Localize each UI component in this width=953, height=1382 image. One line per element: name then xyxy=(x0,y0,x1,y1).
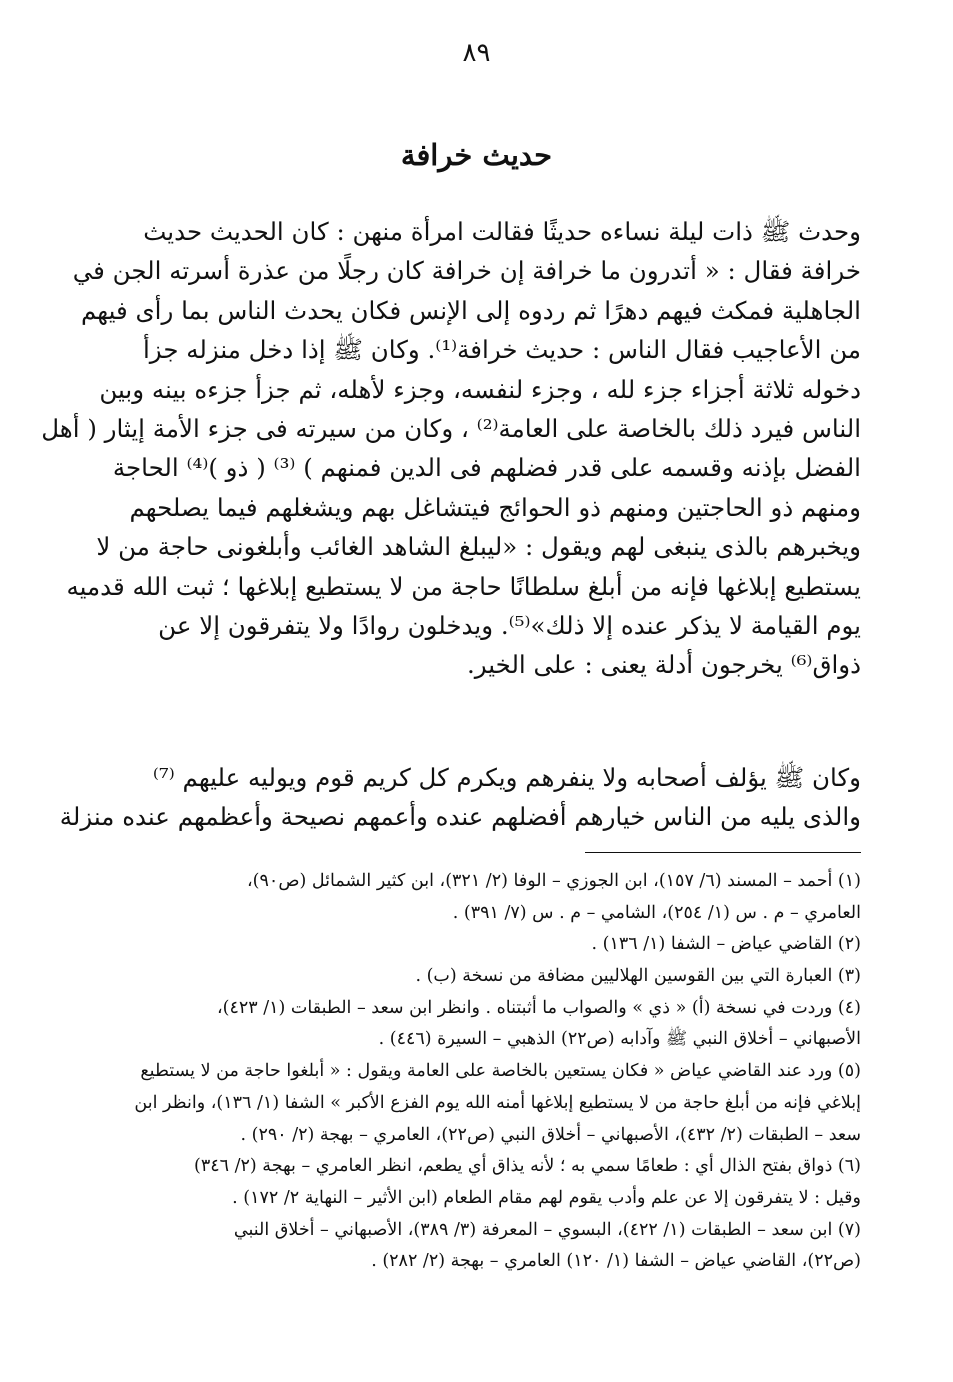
footnote-line: سعد – الطبقات (٢/ ٤٣٢)، الأصبهاني – أخلاق النبي (ص٢٢)، العامري – بهجة (٢/ ٢٩٠) . xyxy=(240,1124,861,1145)
footnote-line: (ص٢٢)، القاضي عياض – الشفا (١/ ١٢٠) العامري – بهجة (٢/ ٢٨٢) . xyxy=(371,1251,861,1272)
footnote-line: العامري – م . س (١/ ٢٥٤)، الشامي – م . س (٧/ ٣٩١) . xyxy=(452,902,861,923)
footnote-line: (٦) ذواق بفتح الذال أي : طعامًا سمي به ؛ لأنه يذاق أي يطعم، انظر العامري – بهجة (٢/ ٣٤٦) xyxy=(194,1156,861,1177)
text-line: الفضل بإذنه وقسمه على قدر فضلهم فى الدين فمنهم ) ⁽³⁾ ( ذو )⁽⁴⁾ الحاجة xyxy=(112,453,861,483)
text-line: والذى يليه من الناس خيارهم أفضلهم عنده وأعمهم نصيحة وأعظمهم عنده منزلة xyxy=(59,802,861,832)
text-line: خرافة فقال : « أتدرون ما خرافة إن خرافة كان رجلًا من عذرة أسرته الجن في xyxy=(72,256,861,286)
text-line: الجاهلية فمكث فيهم دهرًا ثم ردوه إلى الإنس فكان يحدث الناس بما رأى فيهم xyxy=(81,295,861,325)
paragraph-1 xyxy=(41,212,861,685)
chapter-title: حديث خرافة xyxy=(400,138,553,172)
footnotes xyxy=(134,866,861,1278)
footnote-line: وقيل : لا يتفرقون إلا عن علم وأدب يقوم لهم مقام الطعام (ابن الأثير – النهاية ٢/ ١٧٢) . xyxy=(232,1187,861,1208)
footnote-line: (٤) وردت في نسخة (أ) « ذي » والصواب ما أثبتناه . وانظر ابن سعد – الطبقات (١/ ٤٢٣)، xyxy=(216,997,861,1018)
footnote-line: (١) أحمد – المسند (٦/ ١٥٧)، ابن الجوزي – الوفا (٢/ ٣٢١)، ابن كثير الشمائل (ص٩٠)، xyxy=(247,871,861,891)
footnote-line: إبلاغي فإنه من أبلغ حاجة من لا يستطيع إبلاغها أمنه الله يوم الفزع الأكبر » الشفا (١/ ١٣٦)، وانظر ابن xyxy=(134,1092,861,1113)
text-line: وحدث ﷺ ذات ليلة نساءه حديثًا فقالت امرأة منهن : كان الحديث حديث xyxy=(143,217,861,246)
text-line: ذواق⁽⁶⁾ يخرجون أدلة يعنى : على الخير. xyxy=(466,650,861,680)
footnote-line: (٧) ابن سعد – الطبقات (١/ ٤٢٢)، البسوي – المعرفة (٣/ ٣٨٩)، الأصبهاني – أخلاق النبي xyxy=(233,1219,861,1240)
text-line: وكان ﷺ يؤلف أصحابه ولا ينفرهم ويكرم كل كريم قوم ويوليه عليهم ⁽⁷⁾ xyxy=(152,763,861,792)
footnote-divider xyxy=(585,852,861,853)
text-line: الناس فيرد ذلك بالخاصة على العامة⁽²⁾ ، وكان من سيرته فى جزء الأمة إيثار ( أهل xyxy=(41,413,861,443)
text-line: من الأعاجيب فقال الناس : حديث خرافة⁽¹⁾. وكان ﷺ إذا دخل منزله جزأ xyxy=(143,335,861,365)
text-line: ويخبرهم بالذى ينبغى لهم ويقول : «ليبلغ الشاهد الغائب وأبلغونى حاجة من لا xyxy=(96,532,861,562)
footnote-line: (٥) ورد عند القاضي عياض « فكان يستعين بالخاصة على العامة ويقول : « أبلغوا حاجة من لا يستطيع xyxy=(140,1061,861,1082)
page-number: ٨٩ xyxy=(462,38,491,68)
text-line: ومنهم ذو الحاجتين ومنهم ذو الحوائج فيتشاغل بهم ويشغلهم فيما يصلحهم xyxy=(129,492,861,522)
text-line: يوم القيامة لا يذكر عنده إلا ذلك»⁽⁵⁾. ويدخلون روادًا ولا يتفرقون إلا عن xyxy=(158,610,861,640)
paragraph-2 xyxy=(59,758,861,837)
footnote-line: (٢) القاضي عياض – الشفا (١/ ١٣٦) . xyxy=(591,934,861,955)
footnote-line: (٣) العبارة التي بين القوسين الهلاليين مضافة من نسخة (ب) . xyxy=(415,966,861,987)
text-line: يستطيع إبلاغها فإنه من أبلغ سلطانًا حاجة من لا يستطيع إبلاغها ؛ ثبت الله قدميه xyxy=(66,571,861,601)
footnote-line: الأصبهاني – أخلاق النبي ﷺ وآدابه (ص٢٢) الذهبي – السيرة (٤٤٦) . xyxy=(378,1029,861,1050)
text-line: دخوله ثلاثة أجزاء جزء لله ، وجزء لنفسه، وجزء لأهله، ثم جزأ جزءه بينه وبين xyxy=(99,374,861,404)
